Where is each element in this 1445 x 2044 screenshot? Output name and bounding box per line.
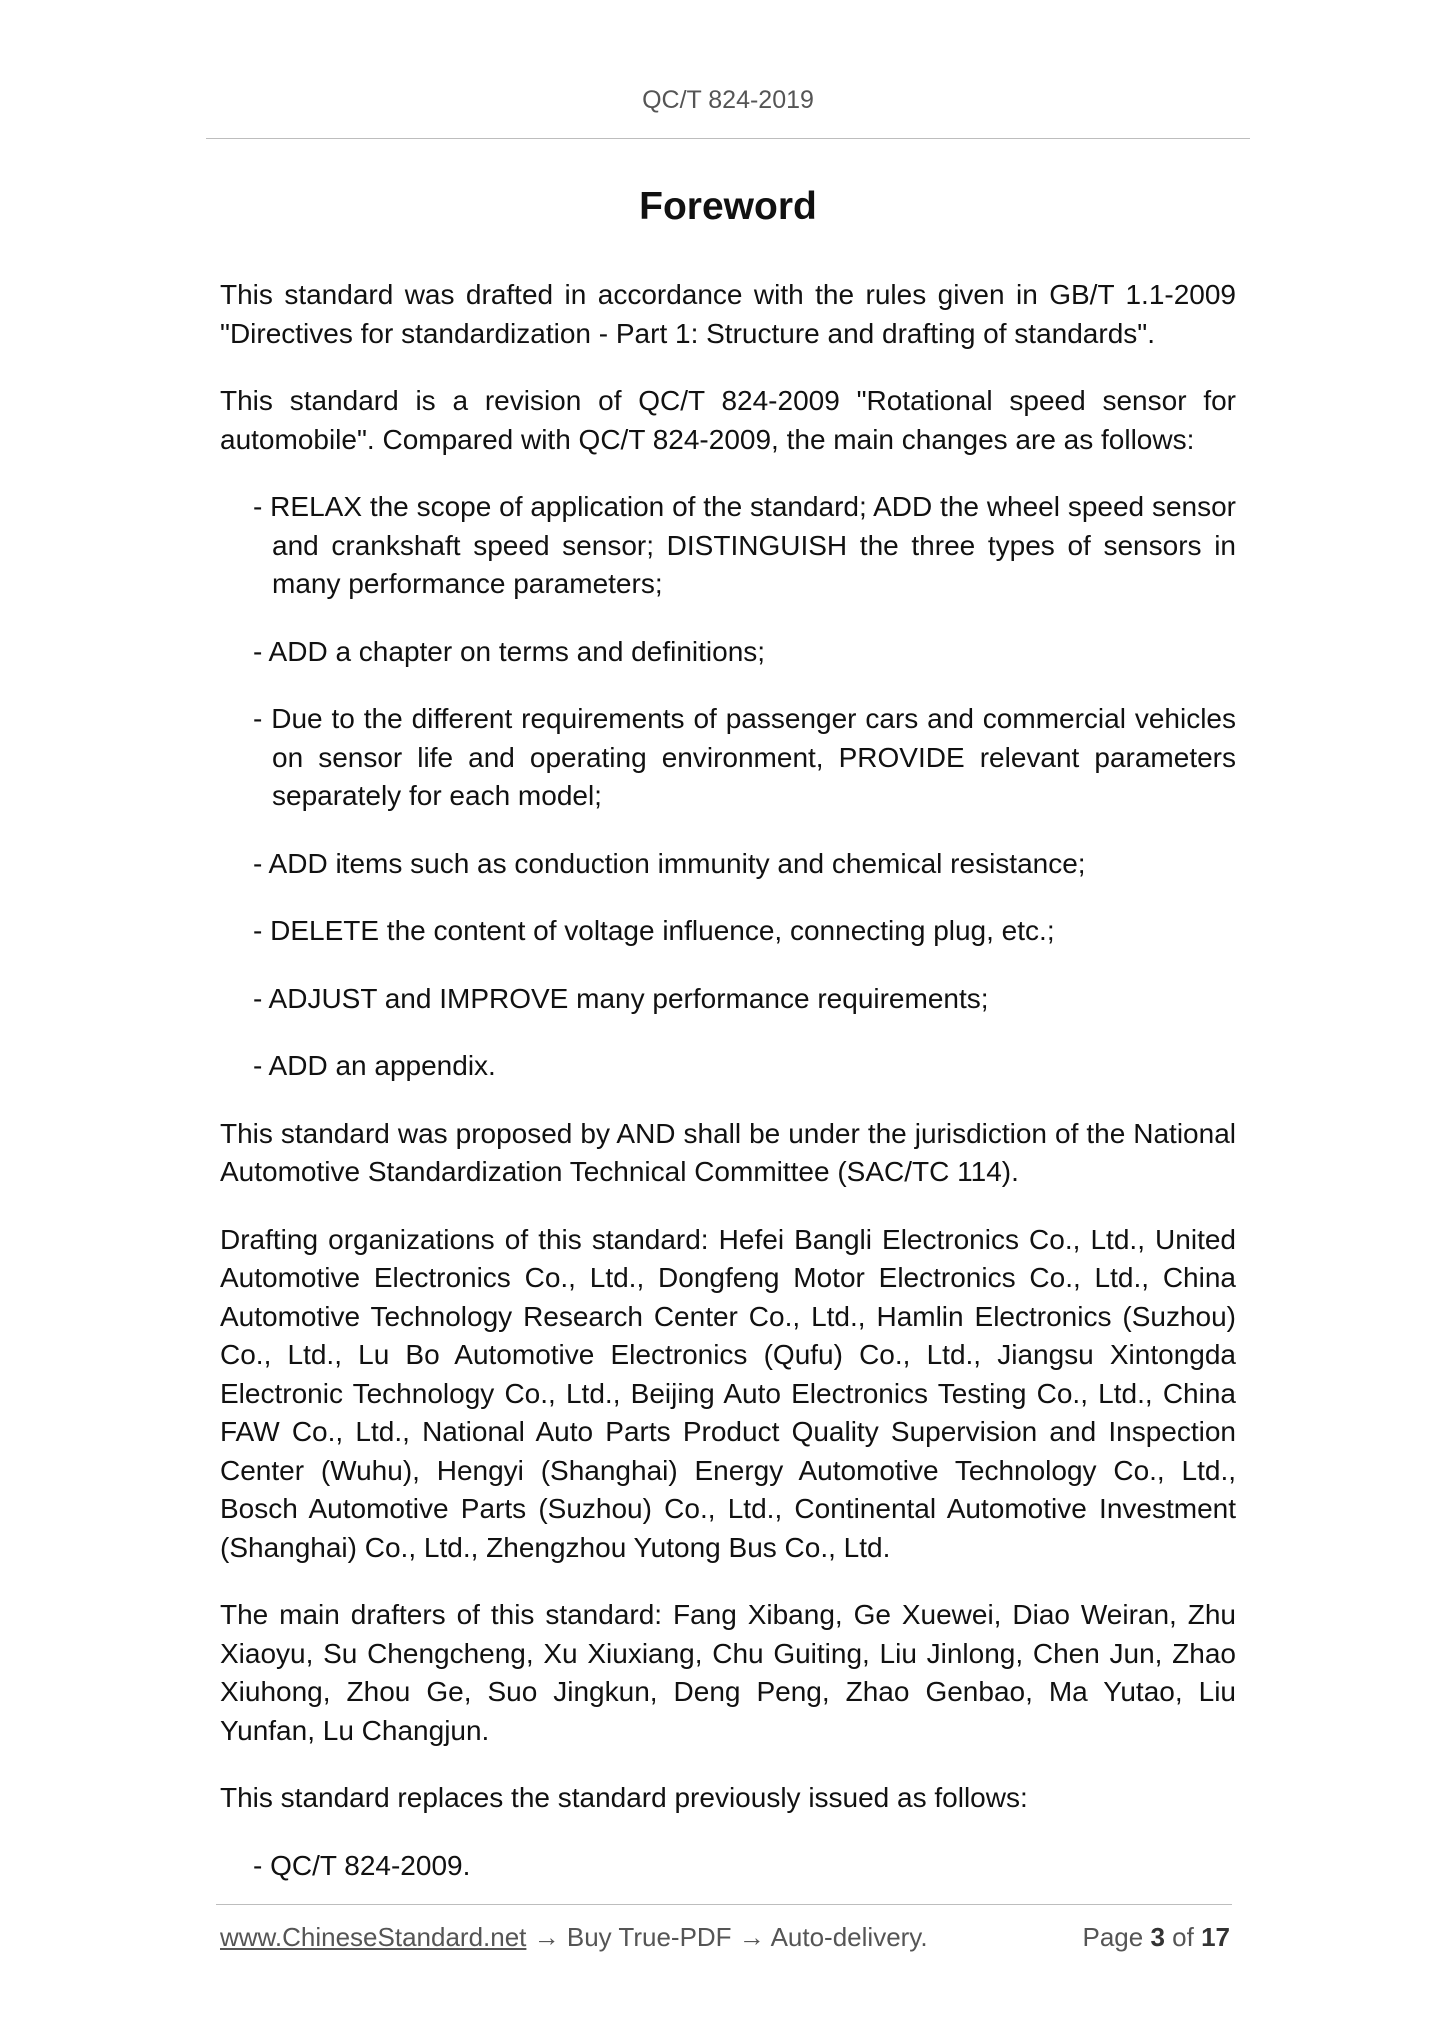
paragraph-drafting-rules: This standard was drafted in accordance with the rules given in GB/T 1.1-2009 "Directives for standardization - Part 1: Structure and drafting of standards". [220,279,1236,349]
header-divider [206,138,1250,139]
paragraph-main-drafters: The main drafters of this standard: Fang Xibang, Ge Xuewei, Diao Weiran, Zhu Xiaoyu, Su Chengcheng, Xu Xiuxiang, Chu Guiting, Liu Jinlong, Chen Jun, Zhao Xiuhong, Zhou Ge, Suo Jingkun, Deng Peng, Zhao Genbao, Ma Yutao, Liu Yunfan, Lu Changjun. [220,1599,1236,1746]
change-item: - ADJUST and IMPROVE many performance requirements; [253,982,989,1014]
change-item: - ADD items such as conduction immunity and chemical resistance; [253,847,1086,879]
document-body [220,276,1236,1914]
paragraph-revision: This standard is a revision of QC/T 824-2009 "Rotational speed sensor for automobile". Compared with QC/T 824-2009, the main changes are as follows: [220,385,1236,455]
running-header: QC/T 824-2019 [642,86,814,114]
page-title: Foreword [639,185,817,228]
paragraph-replaces: This standard replaces the standard previously issued as follows: [220,1782,1028,1813]
of-label: of [1172,1922,1194,1952]
footer-promo-text: → Buy True-PDF → Auto-delivery. [526,1922,928,1952]
change-item: - DELETE the content of voltage influence, connecting plug, etc.; [253,915,1055,946]
page-current: 3 [1150,1922,1165,1952]
paragraph-drafting-organizations: Drafting organizations of this standard: Hefei Bangli Electronics Co., Ltd., United Automotive Electronics Co., Ltd., Dongfeng Motor Electronics Co., Ltd., China Automotive Technology Research Center Co., Ltd., Hamlin Electronics (Suzhou) Co., Ltd., Lu Bo Automotive Electronics (Qufu) Co., Ltd., Jiangsu Xintongda Electronic Technology Co., Ltd., Beijing Auto Electronics Testing Co., Ltd., China FAW Co., Ltd., National Auto Parts Product Quality Supervision and Inspection Center (Wuhu), Hengyi (Shanghai) Energy Automotive Technology Co., Ltd., Bosch Automotive Parts (Suzhou) Co., Ltd., Continental Automotive Investment (Shanghai) Co., Ltd., Zhengzhou Yutong Bus Co., Ltd. [220,1223,1236,1563]
change-item: - ADD an appendix. [253,1050,496,1081]
page-total: 17 [1201,1922,1230,1952]
website-link[interactable]: www.ChineseStandard.net [220,1922,527,1952]
replaced-standard-item: - QC/T 824-2009. [253,1849,471,1881]
page-label: Page [1082,1922,1144,1952]
footer-divider [216,1904,1232,1905]
footer-promo [220,1922,928,1953]
change-item: - ADD a chapter on terms and definitions; [253,635,766,667]
page-indicator [1082,1922,1230,1953]
change-item: - Due to the different requirements of passenger cars and commercial vehicles on sensor life and operating environment, PROVIDE relevant parameters separately for each model; [253,703,1236,811]
change-item: - RELAX the scope of application of the standard; ADD the wheel speed sensor and crankshaft speed sensor; DISTINGUISH the three types of sensors in many performance parameters; [253,491,1236,599]
paragraph-jurisdiction: This standard was proposed by AND shall be under the jurisdiction of the National Automotive Standardization Technical Committee (SAC/TC 114). [220,1117,1236,1187]
